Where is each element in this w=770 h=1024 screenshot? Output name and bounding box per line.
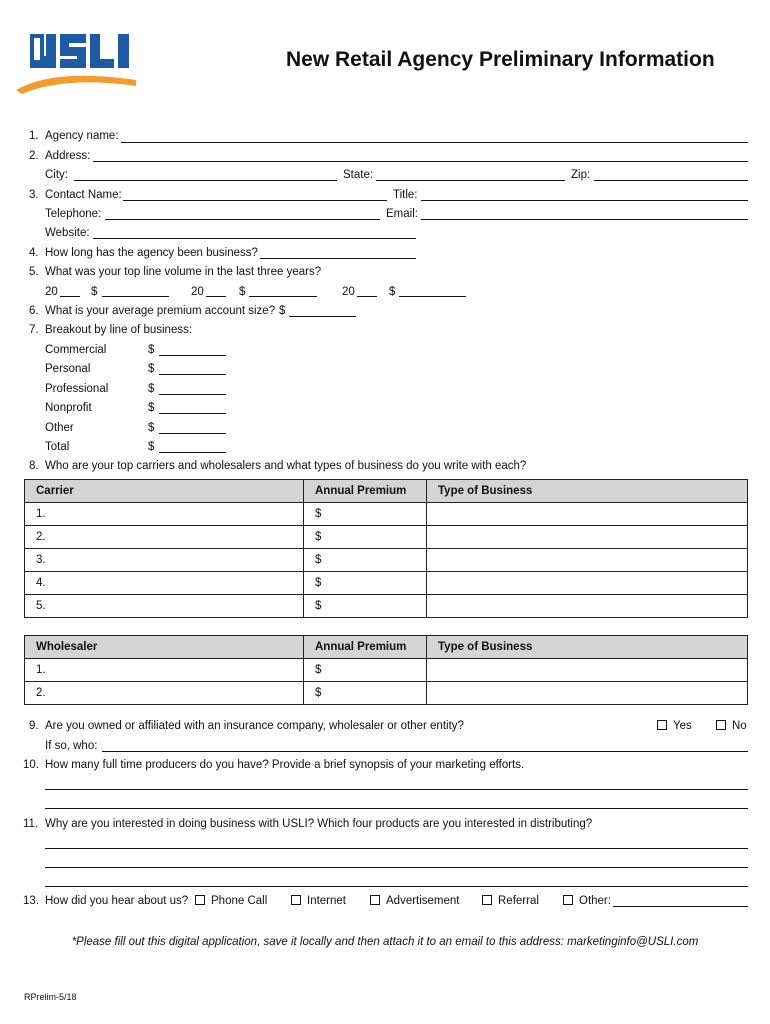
advertisement-checkbox[interactable]: Advertisement (370, 894, 460, 908)
wholesaler-table (24, 635, 748, 705)
checkbox-icon (563, 895, 573, 905)
lob-label: Personal (45, 363, 91, 376)
type-cell[interactable] (427, 682, 748, 705)
table-row (25, 503, 748, 526)
lob-amount-field[interactable] (159, 343, 226, 356)
checkbox-icon (291, 895, 301, 905)
other-source-field[interactable] (613, 894, 748, 907)
checkbox-icon (716, 720, 726, 730)
interest-line-3[interactable] (45, 874, 748, 887)
title-field[interactable] (421, 188, 748, 201)
agency-name-field[interactable] (121, 130, 748, 143)
internet-checkbox[interactable]: Internet (291, 894, 346, 908)
volume3-field[interactable] (399, 284, 466, 297)
marketing-line-2[interactable] (45, 796, 748, 809)
table-header: Wholesaler Annual Premium Type of Business (25, 636, 748, 659)
table-row (25, 659, 748, 682)
page-title: New Retail Agency Preliminary Information (286, 48, 715, 71)
avg-premium-field[interactable] (289, 304, 356, 317)
lob-amount-field[interactable] (159, 382, 226, 395)
city-field[interactable] (74, 168, 337, 181)
q1-row: 1. Agency name: (29, 130, 119, 142)
dollar-sign: $ (148, 344, 155, 356)
type-cell[interactable] (427, 503, 748, 526)
premium-cell[interactable]: $ (304, 682, 427, 705)
row-number-cell[interactable]: 3. (25, 549, 304, 572)
type-cell[interactable] (427, 572, 748, 595)
volume1-field[interactable] (102, 284, 169, 297)
checkbox-icon (657, 720, 667, 730)
row-number-cell[interactable]: 5. (25, 595, 304, 618)
lob-amount-field[interactable] (159, 421, 226, 434)
years-in-business-field[interactable] (260, 246, 416, 259)
website-field[interactable] (93, 226, 416, 239)
usli-logo (14, 28, 144, 94)
contact-name-field[interactable] (123, 188, 387, 201)
premium-cell[interactable]: $ (304, 572, 427, 595)
lob-row (0, 362, 770, 380)
interest-line-2[interactable] (45, 855, 748, 868)
premium-cell[interactable]: $ (304, 549, 427, 572)
lob-label: Nonprofit (45, 402, 92, 415)
row-number-cell[interactable]: 2. (25, 526, 304, 549)
year2-field[interactable] (206, 284, 226, 297)
lob-label: Total (45, 441, 70, 453)
checkbox-icon (482, 895, 492, 905)
dollar-sign: $ (148, 441, 155, 453)
dollar-sign: $ (148, 382, 155, 395)
volume2-field[interactable] (249, 284, 317, 297)
lob-amount-field[interactable] (159, 362, 226, 375)
table-header: Carrier Annual Premium Type of Business (25, 480, 748, 503)
type-cell[interactable] (427, 595, 748, 618)
zip-field[interactable] (594, 168, 748, 181)
state-field[interactable] (376, 168, 565, 181)
lob-row (0, 401, 770, 419)
phone-call-checkbox[interactable]: Phone Call (195, 894, 267, 908)
lob-row (0, 382, 770, 400)
type-cell[interactable] (427, 526, 748, 549)
form-code: RPrelim-5/18 (24, 992, 77, 1002)
lob-label: Other (45, 421, 74, 434)
lob-row (0, 440, 770, 458)
row-number-cell[interactable]: 1. (25, 503, 304, 526)
address-field[interactable] (93, 149, 748, 162)
table-row (25, 595, 748, 618)
affiliation-field[interactable] (102, 739, 748, 752)
checkbox-icon (370, 895, 380, 905)
premium-cell[interactable]: $ (304, 659, 427, 682)
table-row (25, 549, 748, 572)
row-number-cell[interactable]: 4. (25, 572, 304, 595)
table-row (25, 682, 748, 705)
year3-field[interactable] (357, 284, 377, 297)
telephone-field[interactable] (105, 207, 380, 220)
no-checkbox[interactable]: No (716, 719, 747, 733)
dollar-sign: $ (148, 402, 155, 415)
checkbox-icon (195, 895, 205, 905)
year1-field[interactable] (60, 284, 80, 297)
submission-note: *Please fill out this digital application, save it locally and then attach it to an email to this address: marketinginfo@USLI.com (71, 936, 699, 948)
lob-label: Professional (45, 382, 109, 395)
lob-amount-field[interactable] (159, 401, 226, 414)
lob-label: Commercial (45, 344, 107, 356)
type-cell[interactable] (427, 549, 748, 572)
premium-cell[interactable]: $ (304, 526, 427, 549)
interest-line-1[interactable] (45, 836, 748, 849)
dollar-sign: $ (148, 421, 155, 434)
premium-cell[interactable]: $ (304, 503, 427, 526)
marketing-line-1[interactable] (45, 777, 748, 790)
table-row (25, 572, 748, 595)
lob-amount-field[interactable] (159, 440, 226, 453)
row-number-cell[interactable]: 2. (25, 682, 304, 705)
other-checkbox[interactable]: Other: (563, 894, 611, 908)
type-cell[interactable] (427, 659, 748, 682)
carrier-table (24, 479, 748, 618)
lob-row (0, 421, 770, 439)
row-number-cell[interactable]: 1. (25, 659, 304, 682)
yes-checkbox[interactable]: Yes (657, 719, 692, 733)
table-row (25, 526, 748, 549)
email-field[interactable] (421, 207, 748, 220)
dollar-sign: $ (148, 363, 155, 376)
referral-checkbox[interactable]: Referral (482, 894, 539, 908)
premium-cell[interactable]: $ (304, 595, 427, 618)
lob-row (0, 343, 770, 361)
